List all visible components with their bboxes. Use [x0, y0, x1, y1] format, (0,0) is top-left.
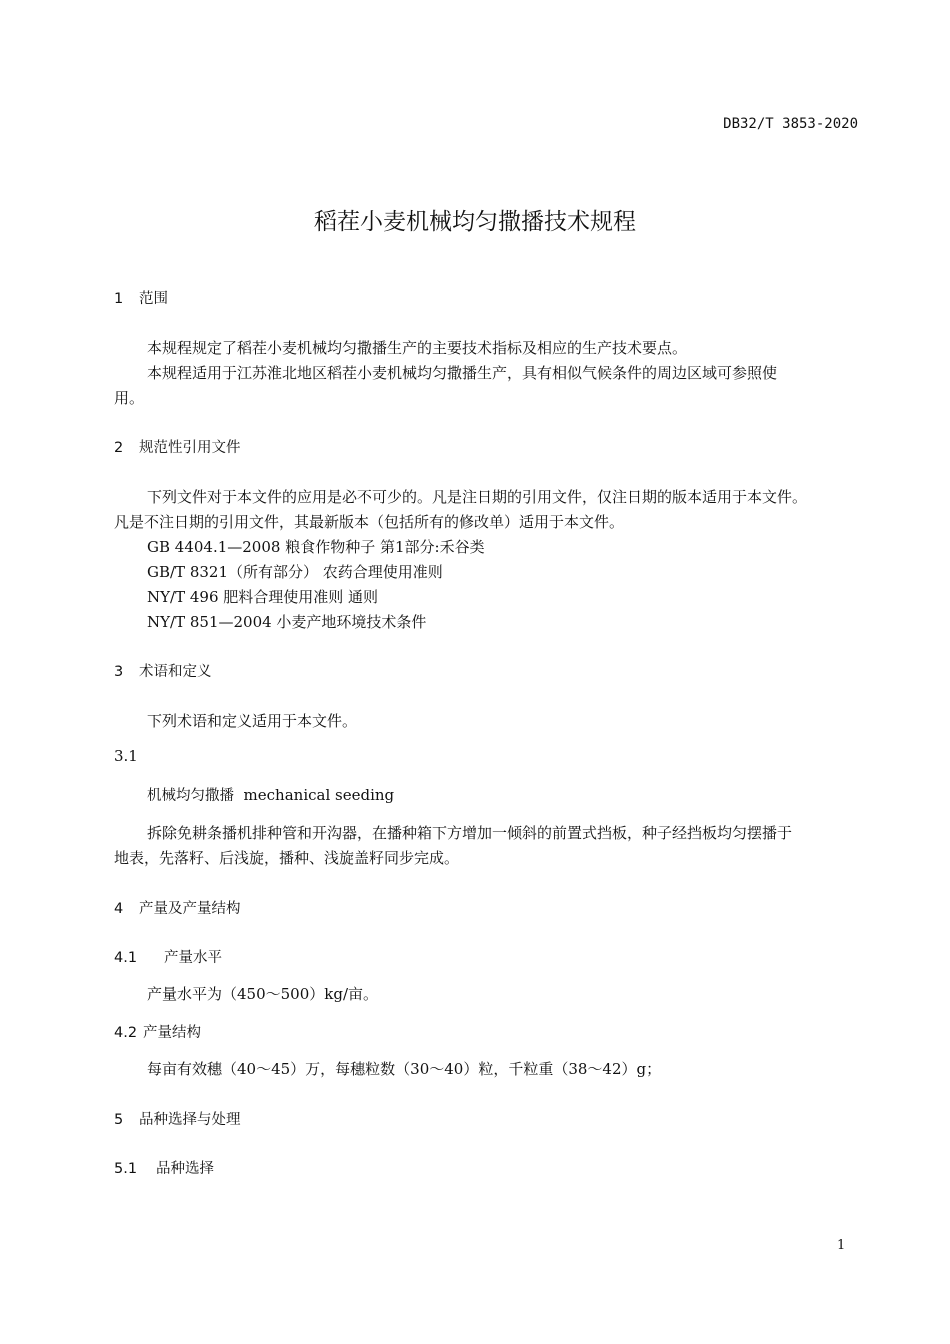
subsection-5-1-heading — [114, 1157, 214, 1178]
section-number: 4 — [114, 901, 124, 917]
paragraph: 用。 — [114, 389, 145, 407]
paragraph: 下列术语和定义适用于本文件。 — [147, 712, 358, 730]
subsection-number: 3.1 — [114, 747, 138, 765]
section-1-heading — [114, 287, 168, 308]
section-title: 品种选择与处理 — [139, 1112, 241, 1128]
paragraph: 本规程规定了稻茬小麦机械均匀撒播生产的主要技术指标及相应的生产技术要点。 — [147, 339, 688, 357]
reference-item: GB 4404.1—2008 粮食作物种子 第1部分:禾谷类 — [147, 538, 485, 556]
section-5-heading — [114, 1108, 241, 1129]
subsection-4-2-heading — [114, 1021, 201, 1042]
section-4-heading — [114, 897, 241, 918]
section-number: 1 — [114, 291, 124, 307]
paragraph: 凡是不注日期的引用文件，其最新版本（包括所有的修改单）适用于本文件。 — [114, 513, 625, 531]
paragraph: 每亩有效穗（40～45）万，每穗粒数（30～40）粒，千粒重（38～42）g； — [147, 1060, 662, 1078]
document-title: 稻茬小麦机械均匀撒播技术规程 — [314, 209, 636, 235]
subsection-4-1-heading — [114, 946, 222, 967]
section-title: 范围 — [139, 291, 168, 307]
reference-item: NY/T 851—2004 小麦产地环境技术条件 — [147, 613, 427, 631]
section-2-heading — [114, 436, 241, 457]
term-chinese: 机械均匀撒播 — [147, 788, 234, 804]
paragraph: 产量水平为（450～500）kg/亩。 — [147, 985, 379, 1003]
section-3-heading — [114, 660, 212, 681]
subsection-number: 4.1 — [114, 950, 138, 966]
subsection-title: 产量水平 — [164, 950, 222, 966]
reference-item: GB/T 8321（所有部分） 农药合理使用准则 — [147, 563, 443, 581]
standard-code: DB32/T 3853-2020 — [723, 116, 858, 132]
section-number: 2 — [114, 440, 124, 456]
paragraph: 下列文件对于本文件的应用是必不可少的。凡是注日期的引用文件，仅注日期的版本适用于本文件。 — [147, 488, 808, 506]
section-title: 产量及产量结构 — [139, 901, 241, 917]
section-title: 规范性引用文件 — [139, 440, 241, 456]
section-title: 术语和定义 — [139, 664, 212, 680]
term-definition: 拆除免耕条播机排种管和开沟器，在播种箱下方增加一倾斜的前置式挡板，种子经挡板均匀摆播于 — [147, 824, 793, 842]
section-number: 3 — [114, 664, 124, 680]
reference-item: NY/T 496 肥料合理使用准则 通则 — [147, 588, 379, 606]
section-number: 5 — [114, 1112, 124, 1128]
page-number: 1 — [837, 1238, 846, 1253]
subsection-title: 品种选择 — [156, 1161, 214, 1177]
term-definition: 地表，先落籽、后浅旋，播种、浅旋盖籽同步完成。 — [114, 849, 460, 867]
subsection-title: 产量结构 — [143, 1025, 201, 1041]
subsection-number: 4.2 — [114, 1025, 138, 1041]
term-english: mechanical seeding — [243, 786, 395, 804]
paragraph: 本规程适用于江苏淮北地区稻茬小麦机械均匀撒播生产，具有相似气候条件的周边区域可参照使 — [147, 364, 778, 382]
subsection-number: 5.1 — [114, 1161, 138, 1177]
term-entry — [147, 784, 394, 805]
